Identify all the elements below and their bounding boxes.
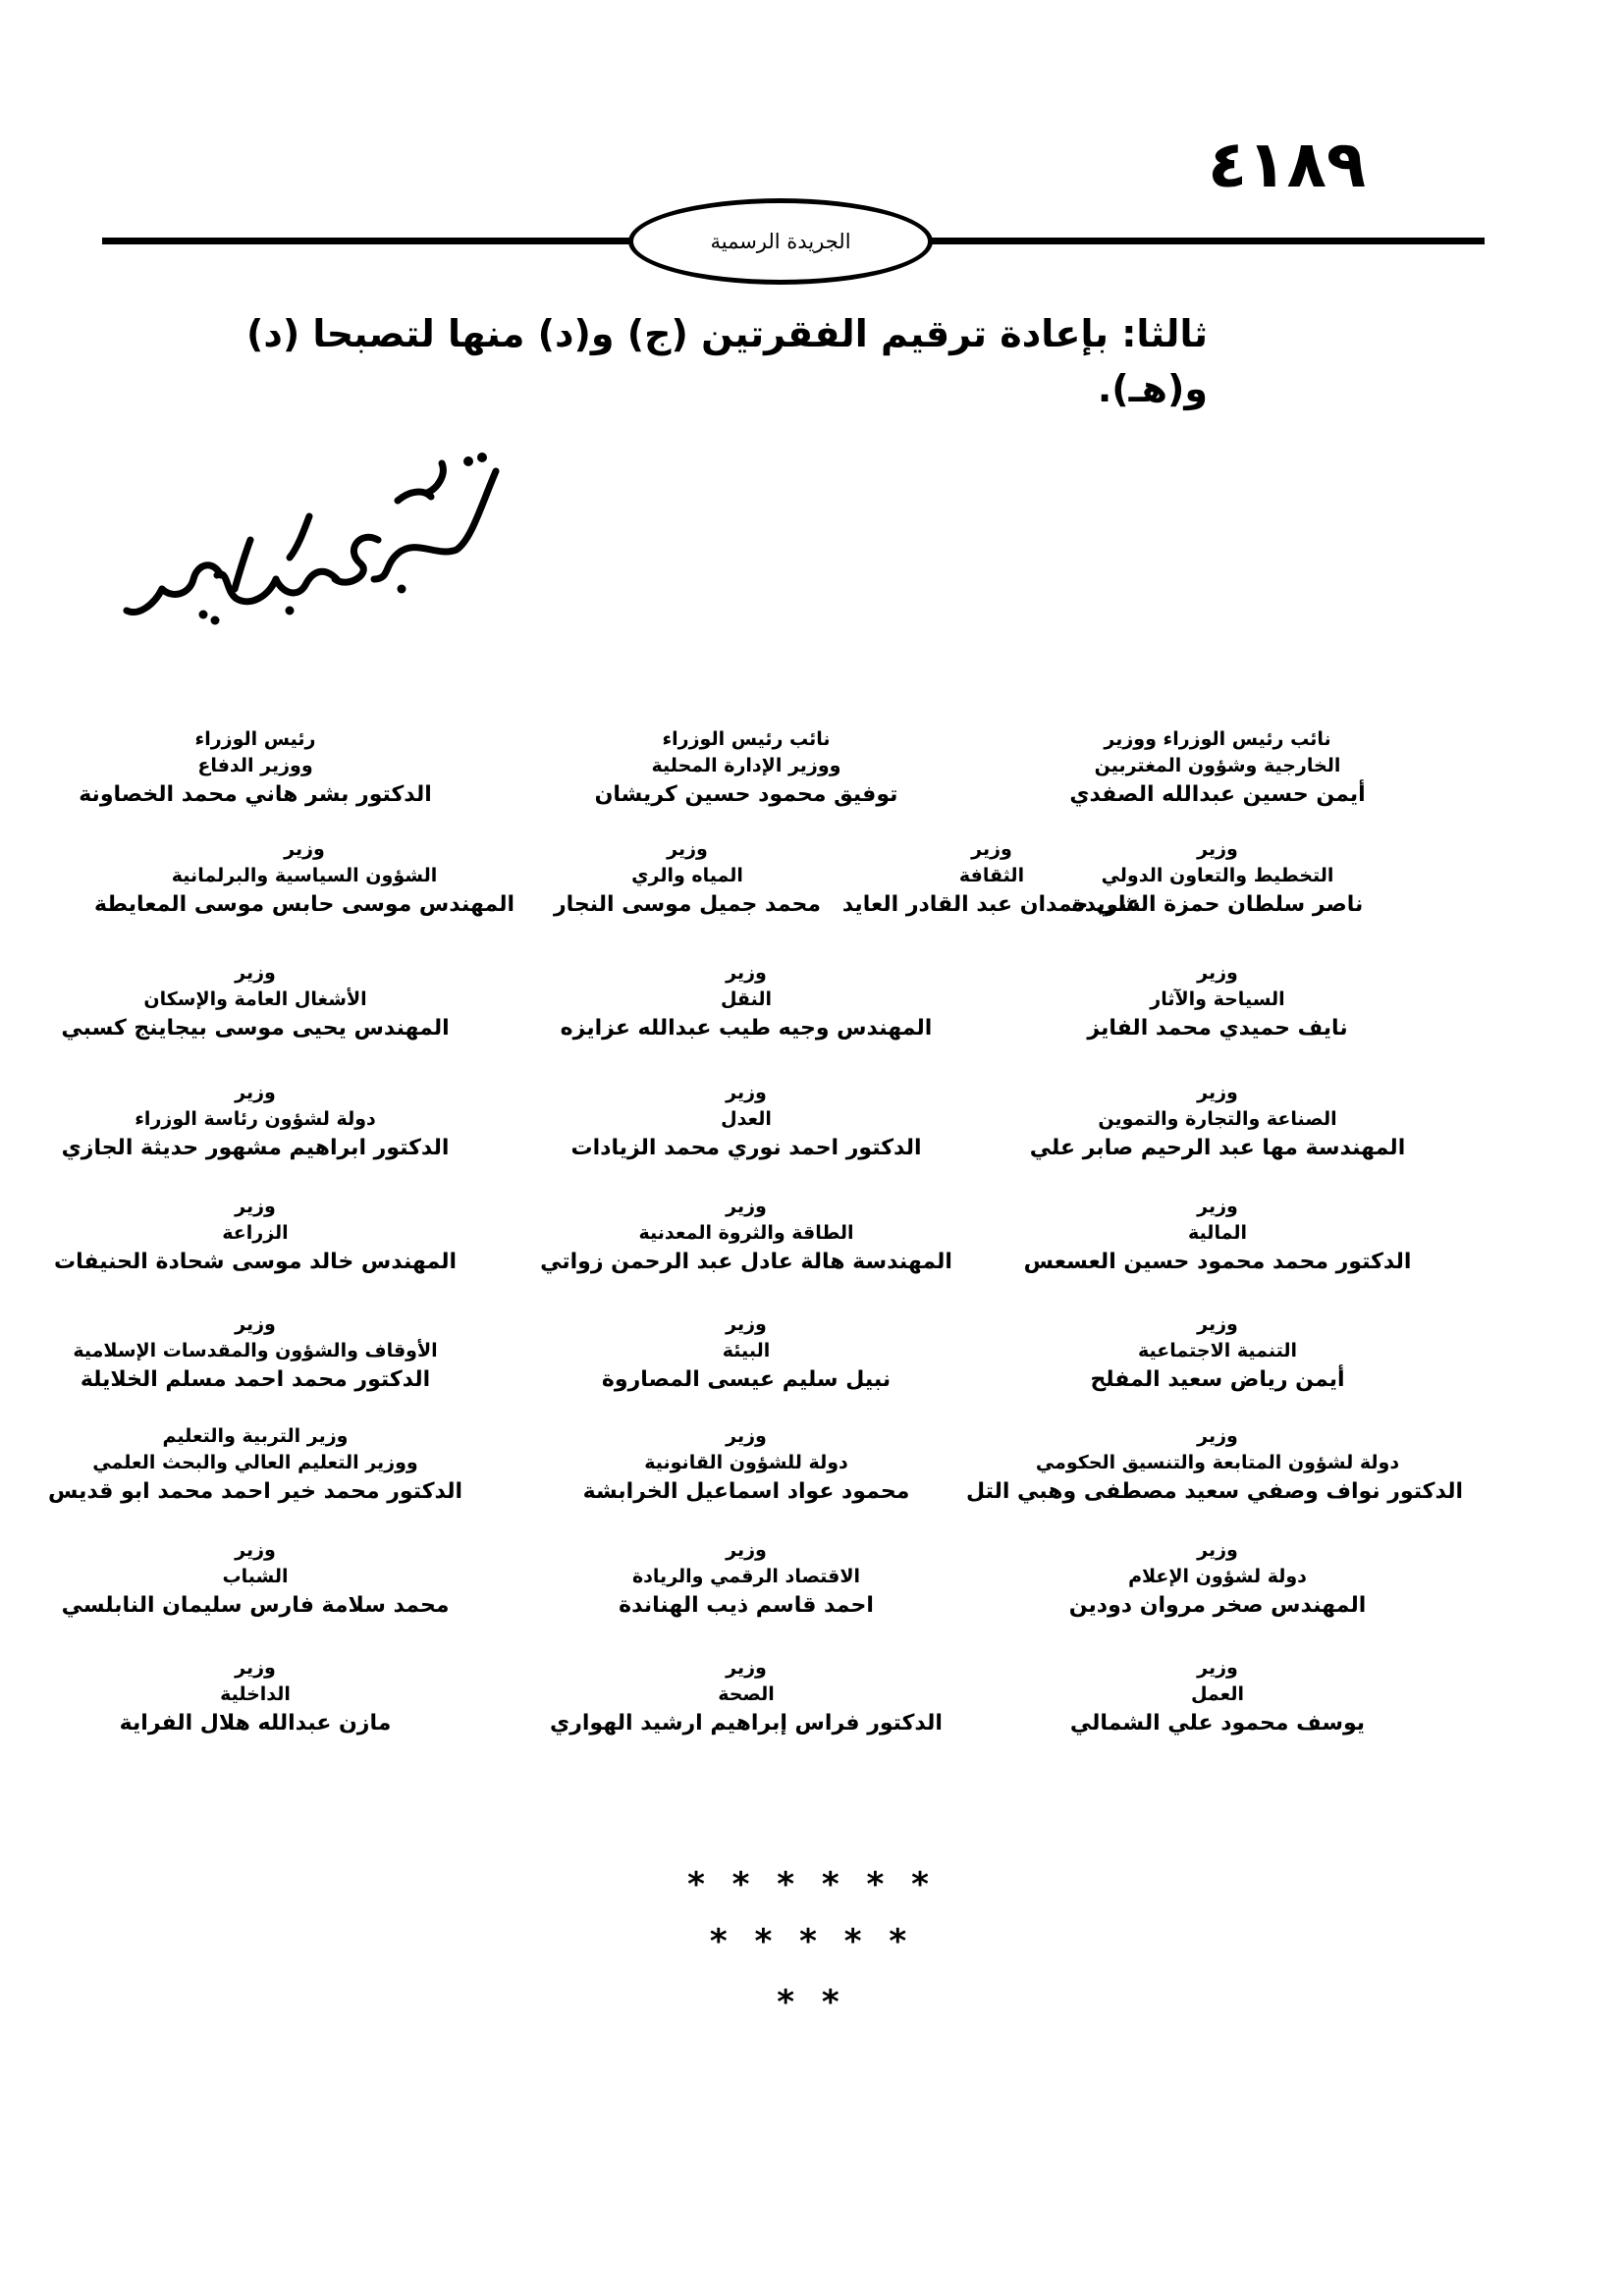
- signatory-name: المهندس يحيى موسى بيجاينج كسبي: [61, 1016, 450, 1041]
- signatory-block: [972, 1655, 1463, 1739]
- signatory-name: المهندسة هالة عادل عبد الرحمن زواتي: [540, 1250, 952, 1274]
- signatory-title-line: وزير: [726, 1082, 767, 1103]
- signatory-title-line: وزير: [1197, 1539, 1238, 1561]
- signatory-name: الدكتور احمد نوري محمد الزيادات: [570, 1136, 922, 1160]
- signatory-name: الدكتور نواف وصفي سعيد مصطفى وهبي التل: [965, 1479, 1463, 1504]
- signatory-title-line: النقل: [720, 988, 773, 1010]
- signatory-block: [501, 1423, 992, 1508]
- signatory-title-line: وزير: [726, 1313, 767, 1335]
- signatory-block: [972, 960, 1463, 1044]
- signatory-title-line: الأوقاف والشؤون والمقدسات الإسلامية: [73, 1340, 438, 1362]
- signatory-block: [59, 836, 550, 921]
- signatory-block: [501, 1655, 992, 1739]
- signatory-title-line: السياحة والآثار: [1150, 988, 1285, 1010]
- signatory-name: المهندس خالد موسى شحادة الحنيفات: [54, 1250, 457, 1274]
- handwritten-signature-image: [103, 432, 545, 658]
- signatory-title-line: وزير: [726, 1196, 767, 1217]
- signatory-name: المهندس صخر مروان دودين: [1068, 1593, 1367, 1618]
- signatory-title-line: وزير: [235, 1082, 276, 1103]
- signatory-title-line: الصناعة والتجارة والتموين: [1098, 1108, 1337, 1130]
- signatory-title-line: الشباب: [222, 1566, 289, 1587]
- signatory-name: محمود عواد اسماعيل الخرابشة: [582, 1479, 910, 1504]
- signatory-title-line: التنمية الاجتماعية: [1137, 1340, 1298, 1362]
- signatory-title-line: وزير: [1197, 1425, 1238, 1447]
- signatory-title-line: دولة لشؤون الإعلام: [1128, 1566, 1307, 1587]
- amendment-text: ثالثا: بإعادة ترقيم الفقرتين (ج) و(د) منها لتصبحا (د) و(هـ).: [245, 312, 1208, 410]
- signatory-title-line: وزير: [1197, 1082, 1238, 1103]
- signatory-name: يوسف محمود علي الشمالي: [1069, 1711, 1366, 1735]
- signatory-title-line: البيئة: [722, 1340, 771, 1362]
- signatory-title-line: المالية: [1188, 1222, 1247, 1244]
- signatory-block: [972, 726, 1463, 811]
- signatory-name: الدكتور فراس إبراهيم ارشيد الهواري: [550, 1711, 943, 1735]
- signatory-title-line: وزير: [235, 1657, 276, 1679]
- page-number: ٤١٨٩: [1208, 127, 1367, 202]
- signatory-title-line: وزير: [235, 1196, 276, 1217]
- signatory-title-line: وزير: [971, 838, 1012, 860]
- signatory-block: [972, 1311, 1463, 1396]
- signatory-name: محمد سلامة فارس سليمان النابلسي: [61, 1593, 450, 1618]
- signatory-title-line: المياه والري: [631, 865, 743, 886]
- signatory-name: الدكتور محمد احمد مسلم الخلايلة: [80, 1367, 431, 1392]
- signatory-name: احمد قاسم ذيب الهناندة: [619, 1593, 874, 1618]
- signatory-title-line: الشؤون السياسية والبرلمانية: [171, 865, 438, 886]
- gazette-title: الجريدة الرسمية: [710, 230, 851, 253]
- gazette-header-oval: [628, 198, 933, 285]
- signatory-title-line: وزير: [1197, 838, 1238, 860]
- signatory-name: محمد جميل موسى النجار: [553, 892, 821, 917]
- signatory-title-line: نائب رئيس الوزراء ووزير: [1104, 728, 1331, 750]
- signatory-title-line: وزير: [726, 1657, 767, 1679]
- signatory-block: [10, 1423, 501, 1508]
- signatory-name: المهندس موسى حابس موسى المعايطة: [93, 892, 515, 917]
- stars-row: * * * * *: [709, 1922, 915, 1961]
- signatory-block: [501, 960, 992, 1044]
- signatory-name: الدكتور بشر هاني محمد الخصاونة: [79, 782, 432, 807]
- signatory-title-line: العمل: [1190, 1683, 1245, 1705]
- signatory-title-line: دولة لشؤون المتابعة والتنسيق الحكومي: [1035, 1452, 1400, 1473]
- signatory-name: نبيل سليم عيسى المصاروة: [601, 1367, 892, 1392]
- signatory-title-line: وزير: [235, 1539, 276, 1561]
- signatory-title-line: التخطيط والتعاون الدولي: [1101, 865, 1334, 886]
- signatory-name: علي حمدان عبد القادر العايد: [841, 892, 1142, 917]
- signatory-title-line: وزير: [726, 962, 767, 984]
- signatory-block: [835, 836, 1149, 921]
- signatory-name: أيمن رياض سعيد المفلح: [1090, 1367, 1345, 1392]
- signatory-name: توفيق محمود حسين كريشان: [594, 782, 898, 807]
- signatory-title-line: وزير: [667, 838, 708, 860]
- stars-row: * * * * * *: [687, 1865, 937, 1904]
- signatory-title-line: رئيس الوزراء: [194, 728, 316, 750]
- signatory-title-line: وزير: [726, 1539, 767, 1561]
- signatory-block: [501, 726, 992, 811]
- signatory-title-line: دولة لشؤون رئاسة الوزراء: [135, 1108, 376, 1130]
- signatory-name: المهندسة مها عبد الرحيم صابر علي: [1029, 1136, 1406, 1160]
- stars-row: * *: [777, 1983, 847, 2022]
- signatory-title-line: وزير: [1197, 1313, 1238, 1335]
- signatory-block: [10, 1537, 501, 1622]
- signatory-title-line: ووزير الإدارة المحلية: [651, 755, 841, 776]
- signatory-block: [10, 1311, 501, 1396]
- signatory-block: [10, 1194, 501, 1278]
- signatory-title-line: الصحة: [718, 1683, 775, 1705]
- signatory-block: [965, 1423, 1463, 1508]
- signatory-title-line: نائب رئيس الوزراء: [662, 728, 831, 750]
- signatory-title-line: الزراعة: [222, 1222, 289, 1244]
- signatory-name: ناصر سلطان حمزة الشريدة: [1071, 892, 1364, 917]
- signatory-name: مازن عبدالله هلال الفراية: [119, 1711, 392, 1735]
- signatory-title-line: الخارجية وشؤون المغتربين: [1094, 755, 1341, 776]
- signatory-title-line: دولة للشؤون القانونية: [644, 1452, 848, 1473]
- signatory-title-line: وزير: [1197, 962, 1238, 984]
- signatory-name: الدكتور ابراهيم مشهور حديثة الجازي: [61, 1136, 450, 1160]
- signatory-title-line: ووزير التعليم العالي والبحث العلمي: [92, 1452, 418, 1473]
- signatory-title-line: وزير: [284, 838, 325, 860]
- signatory-block: [972, 1194, 1463, 1278]
- signatory-title-line: الداخلية: [220, 1683, 291, 1705]
- signatory-name: أيمن حسين عبدالله الصفدي: [1069, 782, 1366, 807]
- signatory-title-line: الطاقة والثروة المعدنية: [638, 1222, 854, 1244]
- signatory-block: [10, 726, 501, 811]
- signatory-block: [530, 836, 844, 921]
- signatory-title-line: وزير: [726, 1425, 767, 1447]
- signatory-name: نايف حميدي محمد الفايز: [1087, 1016, 1348, 1041]
- signatory-block: [10, 960, 501, 1044]
- signatory-block: [10, 1080, 501, 1164]
- signatory-block: [501, 1311, 992, 1396]
- signatory-block: [10, 1655, 501, 1739]
- signatory-title-line: الثقافة: [958, 865, 1025, 886]
- royal-signature: [103, 432, 545, 658]
- signatory-title-line: ووزير الدفاع: [197, 755, 313, 776]
- signatory-block: [972, 1537, 1463, 1622]
- signatory-block: [501, 1194, 992, 1278]
- signatory-name: الدكتور محمد خير احمد محمد ابو قديس: [47, 1479, 462, 1504]
- signatory-title-line: وزير: [1197, 1196, 1238, 1217]
- signatory-title-line: وزير التربية والتعليم: [162, 1425, 349, 1447]
- signatory-title-line: الاقتصاد الرقمي والريادة: [631, 1566, 861, 1587]
- signatory-block: [501, 1537, 992, 1622]
- signatory-block: [972, 1080, 1463, 1164]
- signatory-title-line: وزير: [235, 1313, 276, 1335]
- signatory-title-line: وزير: [1197, 1657, 1238, 1679]
- signatory-name: المهندس وجيه طيب عبدالله عزايزه: [560, 1016, 933, 1041]
- signatory-title-line: الأشغال العامة والإسكان: [143, 988, 367, 1010]
- signatory-title-line: وزير: [235, 962, 276, 984]
- signatory-title-line: العدل: [721, 1108, 772, 1130]
- signatory-block: [501, 1080, 992, 1164]
- signatory-name: الدكتور محمد محمود حسين العسعس: [1023, 1250, 1412, 1274]
